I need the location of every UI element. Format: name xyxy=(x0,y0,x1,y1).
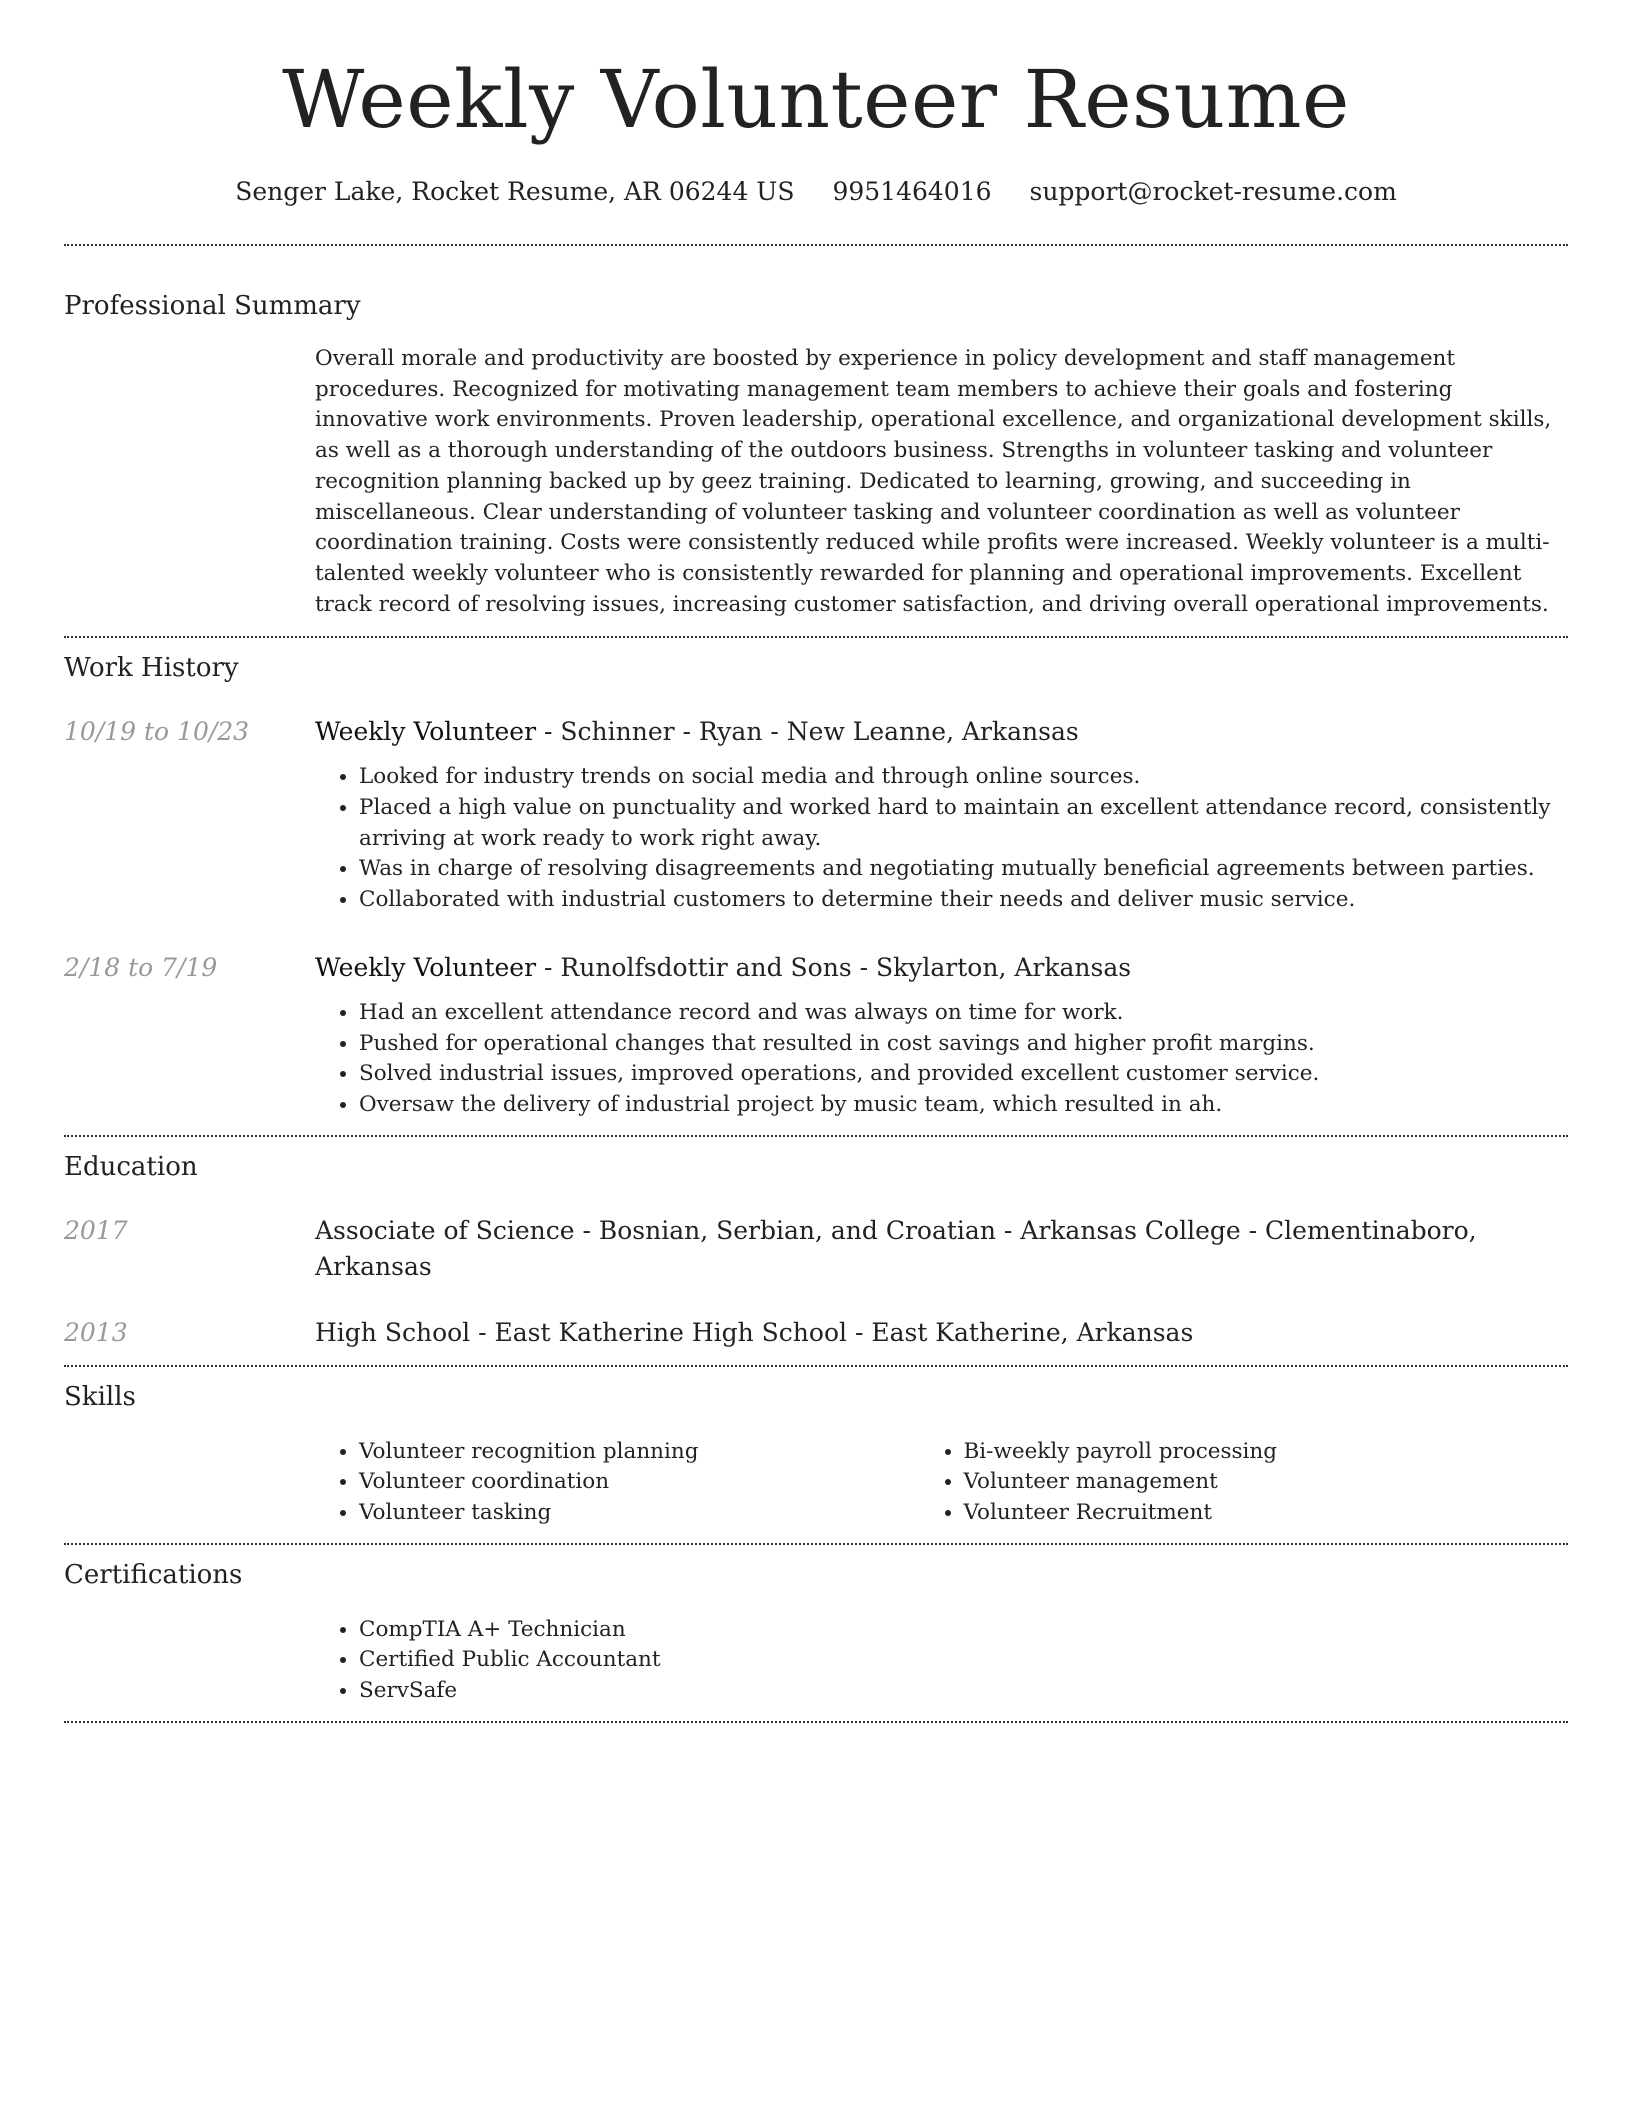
list-item: • Volunteer tasking xyxy=(359,1498,964,1529)
education-details: - East Katherine High School - East Katherine, Arkansas xyxy=(470,1317,1194,1347)
summary-text: Overall morale and productivity are boosted by experience in policy development and staff management procedures. Recognized for motivating management team members to achieve their goals and fostering innovative work environments. Proven leadership, operational excellence, and organizational development skills, as well as a thorough understanding of the outdoors business. Strengths in volunteer tasking and volunteer recognition planning backed up by geez training. Dedicated to learning, growing, and succeeding in miscellaneous. Clear understanding of volunteer tasking and volunteer coordination as well as volunteer coordination training. Costs were consistently reduced while profits were increased. Weekly volunteer is a multi-talented weekly volunteer who is consistently rewarded for planning and operational improvements. Excellent track record of resolving issues, increasing customer satisfaction, and driving overall operational improvements. xyxy=(315,346,1552,617)
job-title-line xyxy=(315,950,1131,986)
job-dates: 10/19 to 10/23 xyxy=(64,717,250,747)
education-degree: High School xyxy=(315,1317,471,1347)
job-position: Weekly Volunteer xyxy=(315,717,537,747)
list-item: • Bi-weekly payroll processing xyxy=(964,1437,1569,1468)
certifications-list xyxy=(359,1615,1568,1721)
job-bullets xyxy=(359,998,1568,1135)
education-entry xyxy=(64,1213,1568,1285)
skills-right-column xyxy=(964,1437,1569,1529)
education-details: - Arkansas College - Clementinaboro, Arkansas xyxy=(315,1215,1477,1281)
list-item: • Certified Public Accountant xyxy=(359,1645,1568,1676)
skills-heading: Skills xyxy=(64,1381,136,1412)
job-dates: 2/18 to 7/19 xyxy=(64,952,218,982)
list-item: • Looked for industry trends on social media and through online sources. xyxy=(359,762,1568,793)
summary-heading: Professional Summary xyxy=(64,291,361,321)
skills-columns xyxy=(359,1437,1568,1543)
list-item: • Volunteer recognition planning xyxy=(359,1437,964,1468)
education-heading: Education xyxy=(64,1151,198,1182)
education-year: 2017 xyxy=(64,1215,128,1245)
job-bullets xyxy=(359,762,1568,916)
section-divider xyxy=(64,244,1568,246)
list-item: • Volunteer coordination xyxy=(359,1467,964,1498)
list-item: • Pushed for operational changes that resulted in cost savings and higher profit margins. xyxy=(359,1029,1568,1060)
job-title-line xyxy=(315,714,1079,750)
section-divider xyxy=(64,1135,1568,1137)
contact-line xyxy=(64,174,1568,210)
job-entry xyxy=(64,950,1568,986)
education-year: 2013 xyxy=(64,1317,128,1347)
section-divider xyxy=(64,1721,1568,1723)
job-entry xyxy=(64,714,1568,750)
section-divider xyxy=(64,636,1568,638)
education-entry xyxy=(64,1315,1568,1365)
resume-title: Weekly Volunteer Resume xyxy=(282,53,1350,146)
contact-phone: 9951464016 xyxy=(832,177,992,206)
list-item: • Volunteer management xyxy=(964,1467,1569,1498)
list-item: • Had an excellent attendance record and was always on time for work. xyxy=(359,998,1568,1029)
list-item: • Was in charge of resolving disagreements and negotiating mutually beneficial agreements between parties. xyxy=(359,854,1568,885)
list-item: • Collaborated with industrial customers to determine their needs and deliver music service. xyxy=(359,885,1568,916)
list-item: • ServSafe xyxy=(359,1676,1568,1707)
list-item: • Solved industrial issues, improved operations, and provided excellent customer service. xyxy=(359,1059,1568,1090)
work-history-heading: Work History xyxy=(64,653,239,684)
job-position: Weekly Volunteer xyxy=(315,952,537,982)
list-item: • Placed a high value on punctuality and worked hard to maintain an excellent attendance record, consistently arriving at work ready to work right away. xyxy=(359,793,1568,854)
education-degree: Associate of Science - Bosnian, Serbian, and Croatian xyxy=(315,1215,996,1245)
resume-page xyxy=(64,0,1568,1723)
contact-email: support@rocket-resume.com xyxy=(1029,177,1397,206)
job-details: - Schinner - Ryan - New Leanne, Arkansas xyxy=(536,717,1079,747)
education-line xyxy=(315,1315,1193,1351)
education-line xyxy=(315,1213,1568,1285)
contact-address: Senger Lake, Rocket Resume, AR 06244 US xyxy=(235,177,795,206)
list-item: • Oversaw the delivery of industrial project by music team, which resulted in ah. xyxy=(359,1090,1568,1121)
section-divider xyxy=(64,1543,1568,1545)
certifications-heading: Certifications xyxy=(64,1559,243,1590)
section-divider xyxy=(64,1365,1568,1367)
skills-left-column xyxy=(359,1437,964,1529)
list-item: • Volunteer Recruitment xyxy=(964,1498,1569,1529)
list-item: • CompTIA A+ Technician xyxy=(359,1615,1568,1646)
job-details: - Runolfsdottir and Sons - Skylarton, Arkansas xyxy=(536,952,1132,982)
